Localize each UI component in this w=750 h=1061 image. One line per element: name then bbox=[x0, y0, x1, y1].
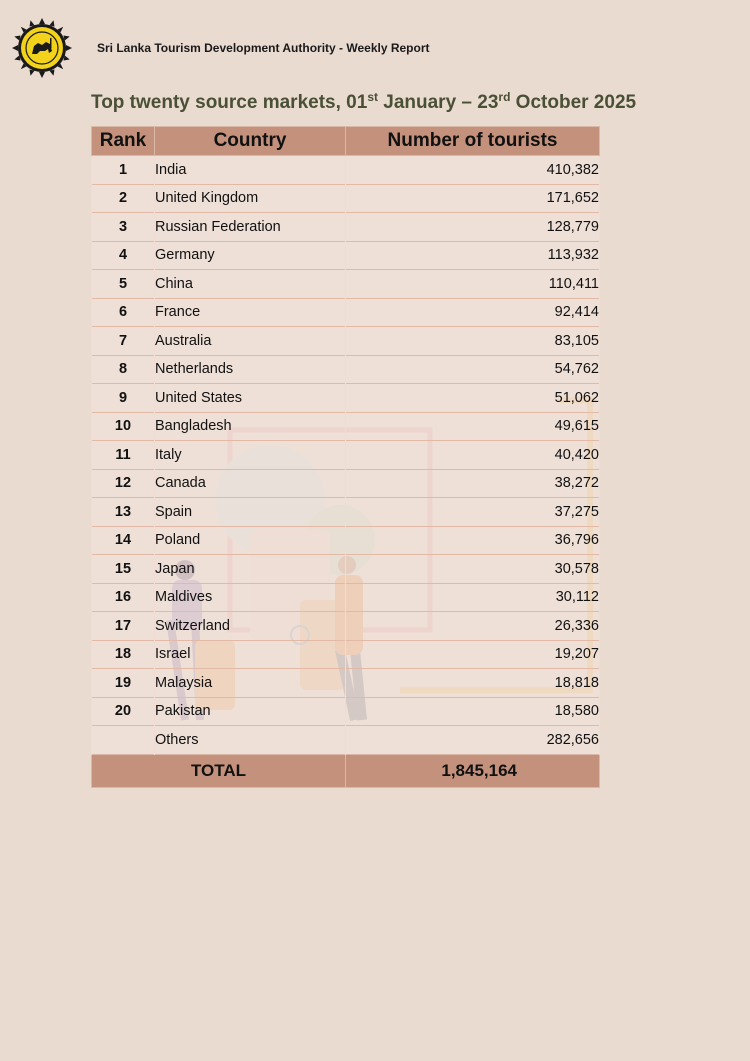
count-cell: 110,411 bbox=[346, 270, 600, 299]
count-cell: 26,336 bbox=[346, 612, 600, 641]
rank-cell: 9 bbox=[92, 384, 155, 413]
table-row bbox=[92, 640, 600, 669]
country-cell: Bangladesh bbox=[155, 412, 346, 441]
count-cell: 30,578 bbox=[346, 555, 600, 584]
country-cell: Switzerland bbox=[155, 612, 346, 641]
count-cell: 51,062 bbox=[346, 384, 600, 413]
report-header: Sri Lanka Tourism Development Authority - Weekly Report bbox=[97, 41, 430, 55]
total-label: TOTAL bbox=[92, 754, 346, 787]
country-cell: India bbox=[155, 156, 346, 185]
country-cell: Australia bbox=[155, 327, 346, 356]
table-row bbox=[92, 355, 600, 384]
total-value: 1,845,164 bbox=[346, 754, 600, 787]
source-markets-table bbox=[91, 126, 600, 788]
rank-cell: 14 bbox=[92, 526, 155, 555]
page-title: Top twenty source markets, 01st January – 23rd October 2025 bbox=[91, 90, 637, 113]
table-row bbox=[92, 669, 600, 698]
count-cell: 30,112 bbox=[346, 583, 600, 612]
count-cell: 282,656 bbox=[346, 726, 600, 755]
rank-cell: 16 bbox=[92, 583, 155, 612]
count-cell: 83,105 bbox=[346, 327, 600, 356]
country-cell: Canada bbox=[155, 469, 346, 498]
country-cell: Germany bbox=[155, 241, 346, 270]
country-cell: United States bbox=[155, 384, 346, 413]
count-cell: 54,762 bbox=[346, 355, 600, 384]
country-cell: Others bbox=[155, 726, 346, 755]
rank-cell: 10 bbox=[92, 412, 155, 441]
rank-cell: 7 bbox=[92, 327, 155, 356]
table-header-row bbox=[92, 127, 600, 156]
count-cell: 128,779 bbox=[346, 213, 600, 242]
country-cell: Maldives bbox=[155, 583, 346, 612]
rank-cell: 1 bbox=[92, 156, 155, 185]
table-row bbox=[92, 241, 600, 270]
table-row bbox=[92, 726, 600, 755]
rank-cell: 20 bbox=[92, 697, 155, 726]
table-row bbox=[92, 184, 600, 213]
country-cell: Pakistan bbox=[155, 697, 346, 726]
rank-cell: 19 bbox=[92, 669, 155, 698]
rank-cell: 12 bbox=[92, 469, 155, 498]
total-row bbox=[92, 754, 600, 787]
lion-emblem-icon bbox=[12, 18, 72, 78]
table-row bbox=[92, 583, 600, 612]
count-cell: 113,932 bbox=[346, 241, 600, 270]
country-cell: France bbox=[155, 298, 346, 327]
count-cell: 19,207 bbox=[346, 640, 600, 669]
table-row bbox=[92, 526, 600, 555]
country-cell: Israel bbox=[155, 640, 346, 669]
rank-cell: 6 bbox=[92, 298, 155, 327]
country-cell: Netherlands bbox=[155, 355, 346, 384]
country-cell: Russian Federation bbox=[155, 213, 346, 242]
table-row bbox=[92, 412, 600, 441]
count-cell: 38,272 bbox=[346, 469, 600, 498]
rank-cell bbox=[92, 726, 155, 755]
count-cell: 49,615 bbox=[346, 412, 600, 441]
country-cell: United Kingdom bbox=[155, 184, 346, 213]
rank-cell: 15 bbox=[92, 555, 155, 584]
count-cell: 410,382 bbox=[346, 156, 600, 185]
table-row bbox=[92, 469, 600, 498]
column-header-tourists: Number of tourists bbox=[346, 127, 600, 156]
count-cell: 92,414 bbox=[346, 298, 600, 327]
table-row bbox=[92, 298, 600, 327]
rank-cell: 3 bbox=[92, 213, 155, 242]
count-cell: 36,796 bbox=[346, 526, 600, 555]
rank-cell: 4 bbox=[92, 241, 155, 270]
table-row bbox=[92, 384, 600, 413]
table-row bbox=[92, 612, 600, 641]
table-row bbox=[92, 270, 600, 299]
rank-cell: 13 bbox=[92, 498, 155, 527]
rank-cell: 17 bbox=[92, 612, 155, 641]
table-row bbox=[92, 498, 600, 527]
count-cell: 18,580 bbox=[346, 697, 600, 726]
country-cell: China bbox=[155, 270, 346, 299]
table-row bbox=[92, 327, 600, 356]
table-row bbox=[92, 697, 600, 726]
table-row bbox=[92, 555, 600, 584]
count-cell: 37,275 bbox=[346, 498, 600, 527]
table-row bbox=[92, 441, 600, 470]
table-row bbox=[92, 156, 600, 185]
rank-cell: 5 bbox=[92, 270, 155, 299]
country-cell: Malaysia bbox=[155, 669, 346, 698]
count-cell: 40,420 bbox=[346, 441, 600, 470]
rank-cell: 2 bbox=[92, 184, 155, 213]
count-cell: 18,818 bbox=[346, 669, 600, 698]
rank-cell: 8 bbox=[92, 355, 155, 384]
country-cell: Japan bbox=[155, 555, 346, 584]
country-cell: Italy bbox=[155, 441, 346, 470]
rank-cell: 11 bbox=[92, 441, 155, 470]
rank-cell: 18 bbox=[92, 640, 155, 669]
count-cell: 171,652 bbox=[346, 184, 600, 213]
table-row bbox=[92, 213, 600, 242]
column-header-country: Country bbox=[155, 127, 346, 156]
country-cell: Spain bbox=[155, 498, 346, 527]
country-cell: Poland bbox=[155, 526, 346, 555]
column-header-rank: Rank bbox=[92, 127, 155, 156]
